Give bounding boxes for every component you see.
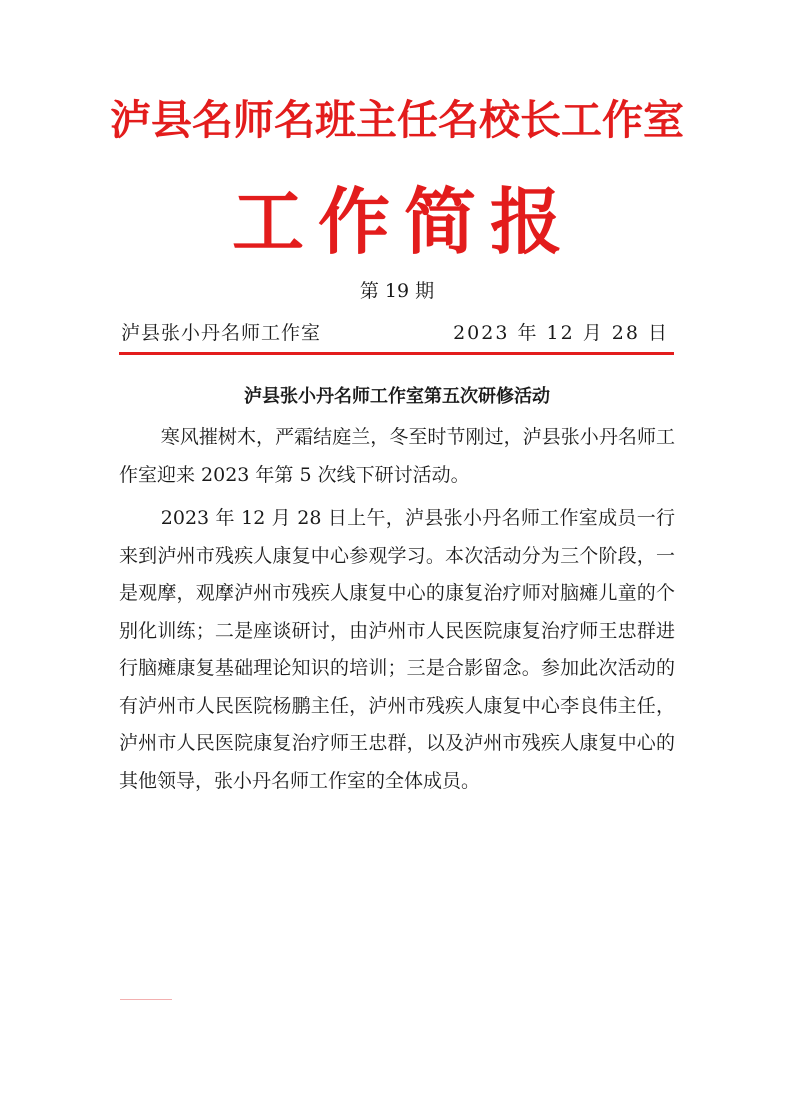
issue-number: 第 19 期 — [359, 280, 435, 302]
masthead-title: 工作简报 — [231, 179, 576, 264]
red-divider — [119, 352, 674, 355]
paragraph-2: 2023 年 12 月 28 日上午，泸县张小丹名师工作室成员一行来到泸州市残疾人康复中心参观学习。本次活动分为三个阶段，一是观摩，观摩泸州市残疾人康复中心的康复治疗师对脑瘫儿童的个别化训练；二是座谈研讨，由泸州市人民医院康复治疗师王忠群进行脑瘫康复基础理论知识的培训；三是合影留念。参加此次活动的有泸州市人民医院杨鹏主任，泸州市残疾人康复中心李良伟主任，泸州市人民医院康复治疗师王忠群，以及泸州市残疾人康复中心的其他领导，张小丹名师工作室的全体成员。 — [119, 507, 675, 792]
article-body — [119, 419, 675, 806]
issue-date: 2023 年 12 月 28 日 — [453, 322, 669, 344]
masthead-organization: 泸县名师名班主任名校长工作室 — [110, 96, 684, 144]
studio-name: 泸县张小丹名师工作室 — [121, 322, 322, 344]
article-title: 泸县张小丹名师工作室第五次研修活动 — [244, 386, 550, 407]
meta-row — [121, 320, 673, 346]
paragraph-1: 寒风摧树木，严霜结庭兰，冬至时节刚过，泸县张小丹名师工作室迎来 2023 年第 5 次线下研讨活动。 — [119, 426, 675, 486]
footer-divider — [120, 999, 172, 1000]
